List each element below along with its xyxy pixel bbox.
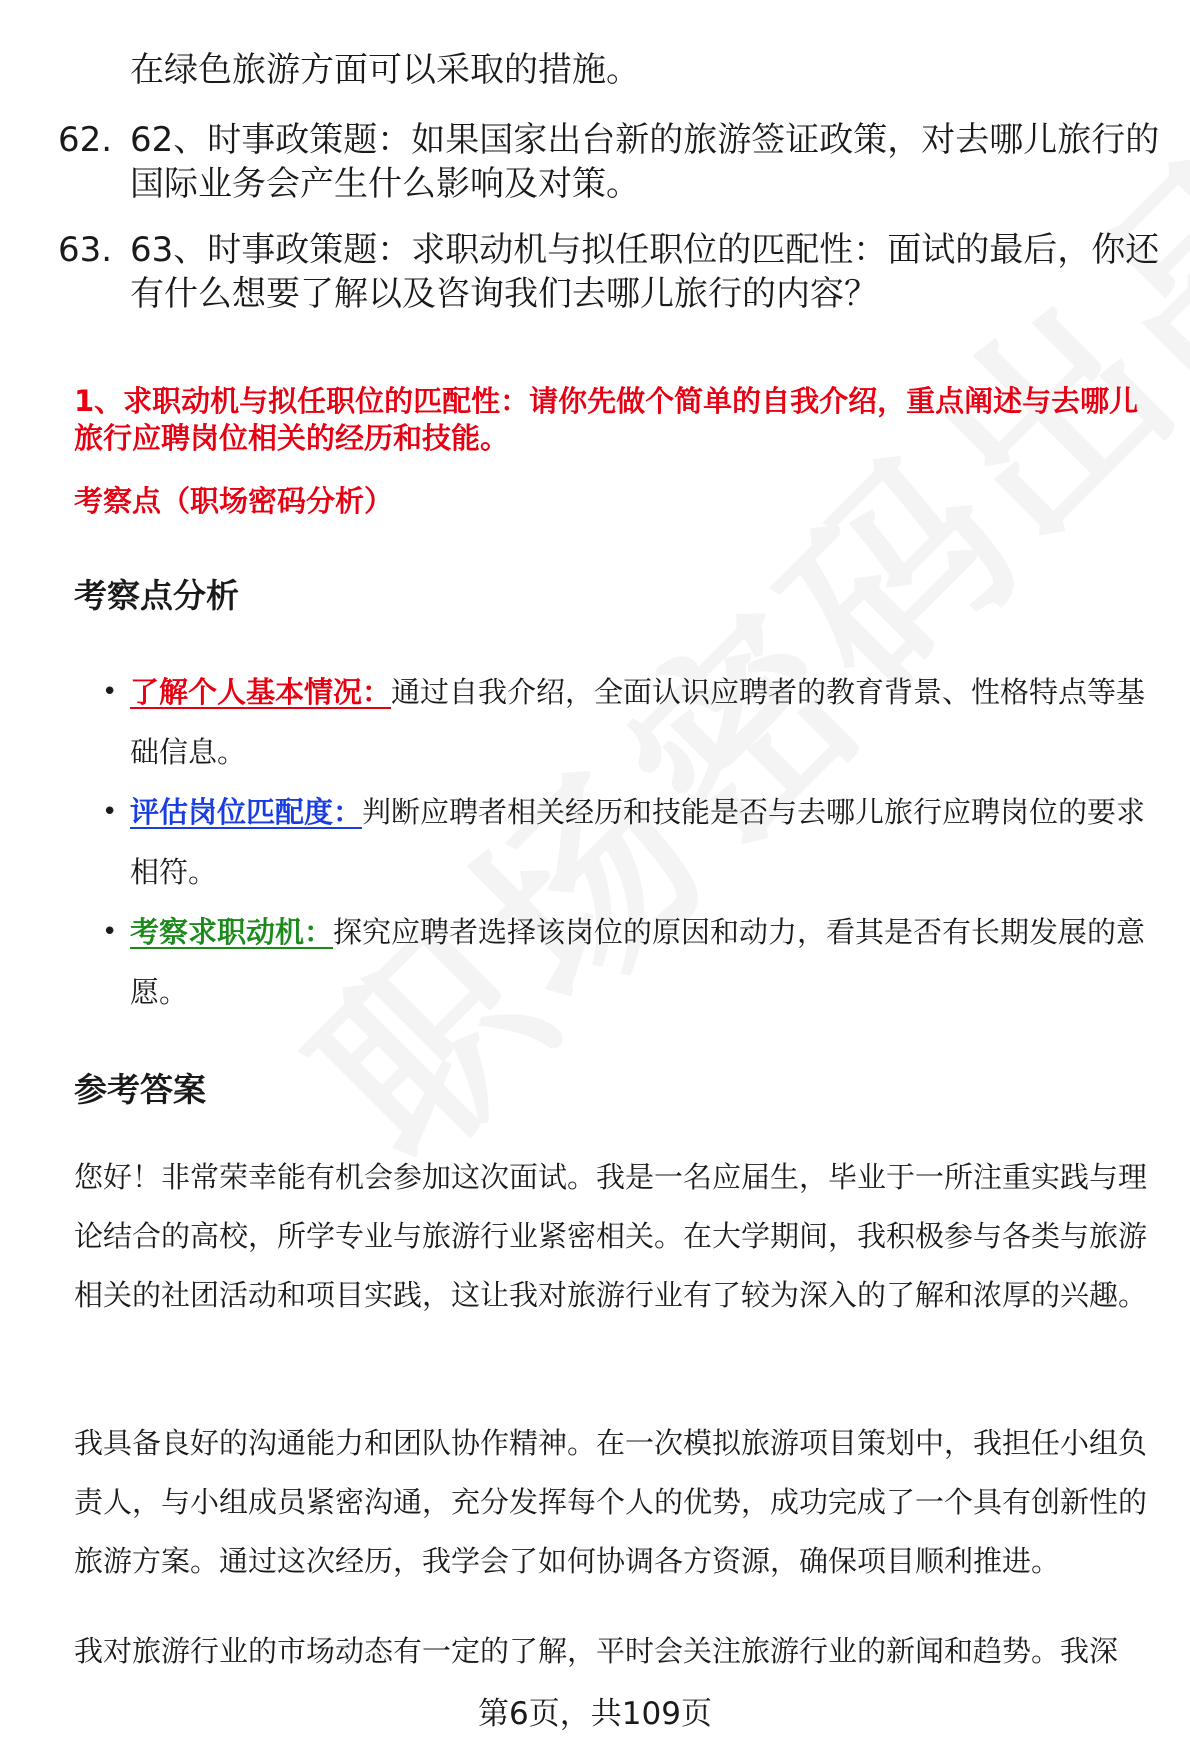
bullet-text: 判断应聘者相关经历和技能是否与去哪儿旅行应聘岗位的要求相符。 [130,795,1146,889]
bullet-text: 通过自我介绍，全面认识应聘者的教育背景、性格特点等基础信息。 [130,675,1146,769]
section-red-title: 1、求职动机与拟任职位的匹配性：请你先做个简单的自我介绍，重点阐述与去哪儿旅行应聘岗位相关的经历和技能。 [74,384,1139,455]
bullet-label: 评估岗位匹配度： [130,795,363,829]
list-item [100,662,1160,782]
analysis-heading: 考察点分析 [74,576,239,615]
question-text: 62、时事政策题：如果国家出台新的旅游签证政策，对去哪儿旅行的国际业务会产生什么影响及对策。 [130,120,1160,204]
question-text: 63、时事政策题：求职动机与拟任职位的匹配性：面试的最后，你还有什么想要了解以及咨询我们去哪儿旅行的内容？ [130,230,1160,314]
list-item [100,902,1160,1022]
question-number: 62. [58,120,113,160]
answer-heading: 参考答案 [74,1070,206,1109]
answer-paragraph: 我具备良好的沟通能力和团队协作精神。在一次模拟旅游项目策划中，我担任小组负责人，与小组成员紧密沟通，充分发挥每个人的优势，成功完成了一个具有创新性的旅游方案。通过这次经历，我学会了如何协调各方资源，确保项目顺利推进。 [74,1426,1148,1578]
question-number: 63. [58,230,113,270]
bullet-text: 探究应聘者选择该岗位的原因和动力，看其是否有长期发展的意愿。 [130,915,1146,1009]
section-red-subtitle: 考察点（职场密码分析） [74,484,394,518]
answer-paragraph: 您好！非常荣幸能有机会参加这次面试。我是一名应届生，毕业于一所注重实践与理论结合的高校，所学专业与旅游行业紧密相关。在大学期间，我积极参与各类与旅游相关的社团活动和项目实践，这让我对旅游行业有了较为深入的了解和浓厚的兴趣。 [74,1160,1148,1312]
continuation-text: 在绿色旅游方面可以采取的措施。 [130,50,640,90]
bullet-label: 考察求职动机： [130,915,334,949]
list-item [100,782,1160,902]
bullet-label: 了解个人基本情况： [130,675,392,709]
page-footer: 第6页，共109页 [478,1696,712,1732]
analysis-list [100,662,1160,1022]
answer-paragraph: 我对旅游行业的市场动态有一定的了解，平时会关注旅游行业的新闻和趋势。我深 [74,1634,1119,1668]
